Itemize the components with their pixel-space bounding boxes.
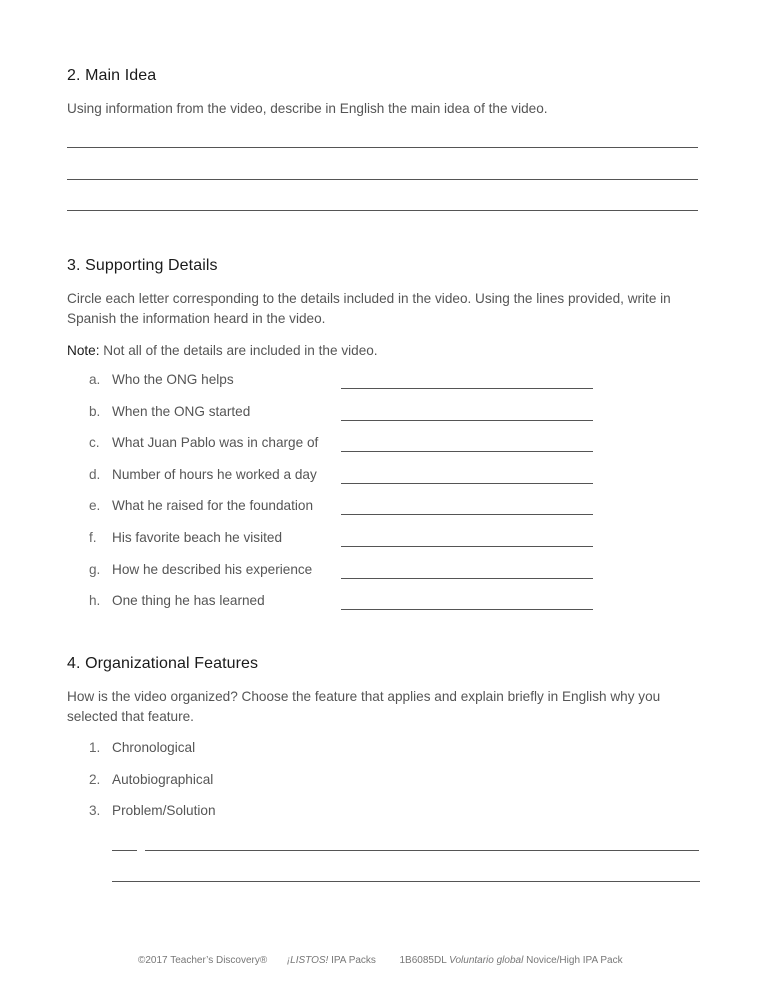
- detail-answer-line[interactable]: [341, 388, 593, 389]
- footer: [138, 955, 623, 966]
- section-4-instruction: How is the video organized? Choose the feature that applies and explain briefly in English why you selected that feature.: [67, 689, 661, 724]
- option-number[interactable]: 1.: [89, 740, 101, 755]
- detail-text: One thing he has learned: [112, 593, 265, 609]
- option-text: Autobiographical: [112, 771, 214, 787]
- explanation-line[interactable]: [145, 850, 699, 851]
- section-3-note: [67, 341, 378, 361]
- detail-letter[interactable]: c.: [89, 435, 100, 451]
- footer-series-suffix: IPA Packs: [328, 955, 376, 966]
- option-text: Chronological: [112, 740, 196, 755]
- detail-answer-line[interactable]: [341, 420, 593, 421]
- detail-text: His favorite beach he visited: [112, 530, 283, 545]
- answer-line[interactable]: [67, 147, 698, 148]
- option-number[interactable]: 3.: [89, 803, 101, 819]
- detail-letter[interactable]: d.: [89, 466, 101, 482]
- detail-text: What he raised for the foundation: [112, 498, 314, 514]
- note-text: Not all of the details are included in the video.: [99, 343, 378, 358]
- section-2-instruction: Using information from the video, describe in English the main idea of the video.: [67, 101, 548, 116]
- detail-answer-line[interactable]: [341, 609, 593, 610]
- detail-letter[interactable]: g.: [89, 561, 101, 577]
- detail-text: When the ONG started: [112, 403, 251, 419]
- detail-text: How he described his experience: [112, 561, 313, 577]
- note-label: Note:: [67, 343, 100, 358]
- explanation-line[interactable]: [112, 881, 700, 882]
- section-4-heading: 4. Organizational Features: [67, 655, 259, 672]
- footer-series-name: ¡LISTOS!: [286, 955, 329, 966]
- detail-text: What Juan Pablo was in charge of: [112, 435, 319, 451]
- detail-letter[interactable]: e.: [89, 498, 101, 514]
- answer-line[interactable]: [67, 210, 698, 211]
- footer-product-level: Novice/High IPA Pack: [523, 955, 623, 966]
- section-2-heading: 2. Main Idea: [67, 67, 157, 84]
- detail-answer-line[interactable]: [341, 546, 593, 547]
- detail-answer-line[interactable]: [341, 514, 593, 515]
- detail-answer-line[interactable]: [341, 451, 593, 452]
- section-3-heading: 3. Supporting Details: [67, 257, 218, 274]
- footer-product-title: Voluntario global: [449, 955, 524, 966]
- section-3-instruction: Circle each letter corresponding to the details included in the video. Using the lines provided, write in Spanish the information heard in the video.: [67, 291, 671, 326]
- detail-answer-line[interactable]: [341, 578, 593, 579]
- detail-text: Number of hours he worked a day: [112, 466, 317, 482]
- detail-letter[interactable]: f.: [89, 530, 97, 545]
- answer-line[interactable]: [67, 179, 698, 180]
- detail-letter[interactable]: a.: [89, 372, 101, 387]
- detail-text: Who the ONG helps: [112, 372, 234, 387]
- option-number[interactable]: 2.: [89, 771, 101, 787]
- detail-letter[interactable]: h.: [89, 593, 101, 609]
- option-text: Problem/Solution: [112, 803, 216, 819]
- detail-letter[interactable]: b.: [89, 403, 101, 419]
- footer-product-code: 1B6085DL: [399, 955, 450, 966]
- choice-number-line[interactable]: [112, 850, 137, 851]
- detail-answer-line[interactable]: [341, 483, 593, 484]
- footer-copyright: ©2017 Teacher’s Discovery®: [138, 955, 268, 966]
